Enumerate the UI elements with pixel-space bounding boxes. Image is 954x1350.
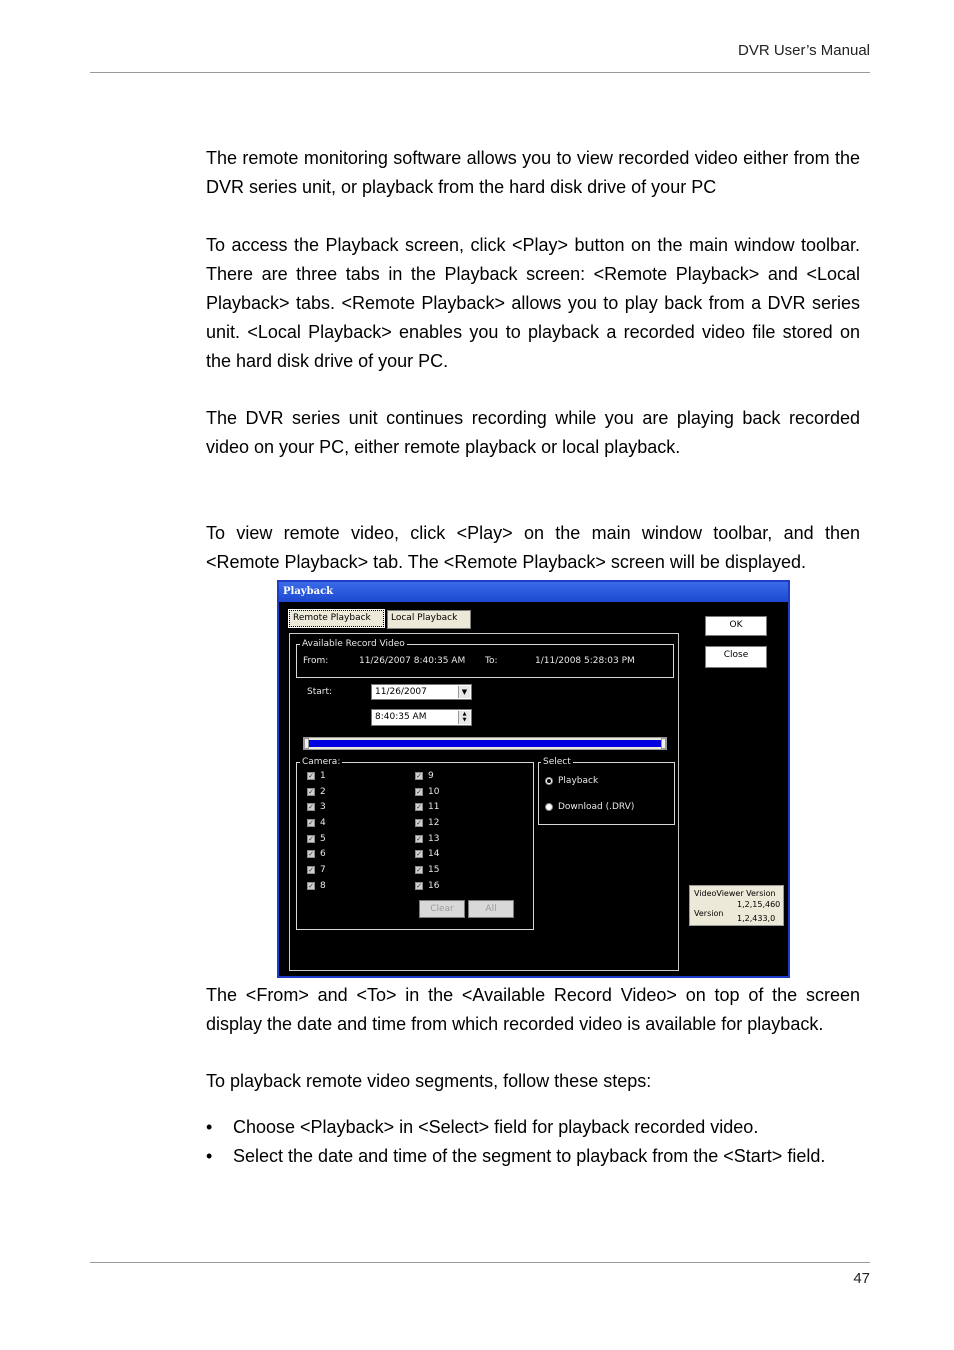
camera-9-checkbox[interactable]: ✓	[416, 772, 422, 780]
start-date-combobox[interactable]	[371, 684, 472, 700]
camera-14-label: 14	[428, 849, 440, 859]
camera-12-label: 12	[428, 818, 440, 828]
camera-7-checkbox[interactable]: ✓	[308, 866, 314, 874]
camera-15-checkbox[interactable]: ✓	[416, 866, 422, 874]
steps-list	[206, 1113, 866, 1171]
camera-5-checkbox[interactable]: ✓	[308, 835, 314, 843]
step-1-text: Choose <Playback> in <Select> field for playback recorded video.	[233, 1117, 759, 1137]
version-title: VideoViewer Version	[694, 889, 776, 898]
camera-8-checkbox[interactable]: ✓	[308, 882, 314, 890]
camera-13-checkbox[interactable]: ✓	[416, 835, 422, 843]
step-2-text: Select the date and time of the segment to playback from the <Start> field.	[233, 1146, 826, 1166]
playback-access-paragraph: To access the Playback screen, click <Play> button on the main window toolbar. There are three tabs in the Playback screen: <Remote Playback> and <Local Playback> tabs. <Remote Playback> allows you to play back from a DVR series unit. <Local Playback> enables you to playback a recorded video file stored on the hard disk drive of your PC.	[206, 235, 860, 371]
to-value: 1/11/2008 5:28:03 PM	[535, 656, 635, 666]
camera-8-label: 8	[320, 881, 326, 891]
close-button[interactable]: Close	[705, 646, 767, 668]
intro-paragraph: The remote monitoring software allows you to view recorded video either from the DVR series unit, or playback from the hard disk drive of your PC	[206, 148, 860, 197]
clear-button[interactable]: Clear	[419, 900, 465, 918]
camera-2-checkbox[interactable]: ✓	[308, 788, 314, 796]
running-head: DVR User’s Manual	[738, 42, 870, 59]
camera-1-checkbox[interactable]: ✓	[308, 772, 314, 780]
all-button[interactable]: All	[468, 900, 514, 918]
window-title: Playback	[279, 582, 788, 602]
version-label: Version	[694, 909, 724, 918]
start-date-value: 11/26/2007	[375, 687, 427, 697]
steps-intro-paragraph: To playback remote video segments, follow these steps:	[206, 1071, 652, 1091]
camera-7-label: 7	[320, 865, 326, 875]
camera-5-label: 5	[320, 834, 326, 844]
remote-video-paragraph: To view remote video, click <Play> on the main window toolbar, and then <Remote Playback> tab. The <Remote Playback> screen will be displayed.	[206, 523, 860, 572]
tab-local-playback[interactable]: Local Playback	[387, 610, 471, 629]
list-item	[206, 1113, 866, 1142]
tab-remote-playback[interactable]: Remote Playback	[289, 610, 384, 627]
camera-10-label: 10	[428, 787, 440, 797]
camera-legend: Camera:	[302, 757, 341, 767]
bullet-icon: •	[206, 1117, 213, 1137]
bullet-icon: •	[206, 1146, 213, 1166]
select-legend: Select	[543, 757, 571, 767]
to-label: To:	[485, 656, 498, 666]
playback-radio[interactable]	[545, 777, 553, 785]
spin-arrows-icon[interactable]: ▲ ▼	[458, 711, 470, 724]
camera-12-checkbox[interactable]: ✓	[416, 819, 422, 827]
camera-9-label: 9	[428, 771, 434, 781]
slider-left-handle[interactable]	[304, 738, 309, 749]
from-label: From:	[303, 656, 329, 666]
footer-rule	[90, 1262, 870, 1263]
camera-3-checkbox[interactable]: ✓	[308, 803, 314, 811]
camera-15-label: 15	[428, 865, 440, 875]
camera-16-label: 16	[428, 881, 440, 891]
camera-14-checkbox[interactable]: ✓	[416, 850, 422, 858]
start-time-spinner[interactable]	[371, 709, 472, 726]
list-item	[206, 1142, 866, 1171]
from-value: 11/26/2007 8:40:35 AM	[359, 656, 466, 666]
recording-note-paragraph: The DVR series unit continues recording while you are playing back recorded video on your PC, either remote playback or local playback.	[206, 408, 860, 457]
camera-2-label: 2	[320, 787, 326, 797]
page-number: 47	[853, 1270, 870, 1287]
camera-11-checkbox[interactable]: ✓	[416, 803, 422, 811]
slider-right-handle[interactable]	[661, 738, 666, 749]
camera-3-label: 3	[320, 802, 326, 812]
camera-11-label: 11	[428, 802, 440, 812]
playback-window-screenshot	[277, 580, 790, 978]
camera-1-label: 1	[320, 771, 326, 781]
from-to-paragraph: The <From> and <To> in the <Available Record Video> on top of the screen display the date and time from which recorded video is available for playback.	[206, 985, 860, 1034]
version-info-box	[689, 885, 784, 926]
timeline-fill	[309, 740, 661, 747]
chevron-down-icon[interactable]: ▼	[458, 686, 470, 698]
version-value-1: 1,2,15,460	[737, 900, 781, 909]
select-group	[538, 762, 675, 825]
ok-button[interactable]: OK	[705, 616, 767, 636]
available-record-legend: Available Record Video	[302, 639, 405, 649]
camera-10-checkbox[interactable]: ✓	[416, 788, 422, 796]
camera-4-label: 4	[320, 818, 326, 828]
download-radio[interactable]	[545, 803, 553, 811]
camera-4-checkbox[interactable]: ✓	[308, 819, 314, 827]
start-label: Start:	[307, 687, 333, 697]
header-rule	[90, 72, 870, 73]
timeline-slider[interactable]	[303, 737, 667, 750]
start-time-value: 8:40:35 AM	[375, 712, 427, 722]
download-radio-label: Download (.DRV)	[558, 802, 635, 812]
playback-radio-label: Playback	[558, 776, 599, 786]
camera-6-label: 6	[320, 849, 326, 859]
camera-6-checkbox[interactable]: ✓	[308, 850, 314, 858]
version-value-2: 1,2,433,0	[737, 914, 776, 923]
camera-16-checkbox[interactable]: ✓	[416, 882, 422, 890]
camera-13-label: 13	[428, 834, 440, 844]
